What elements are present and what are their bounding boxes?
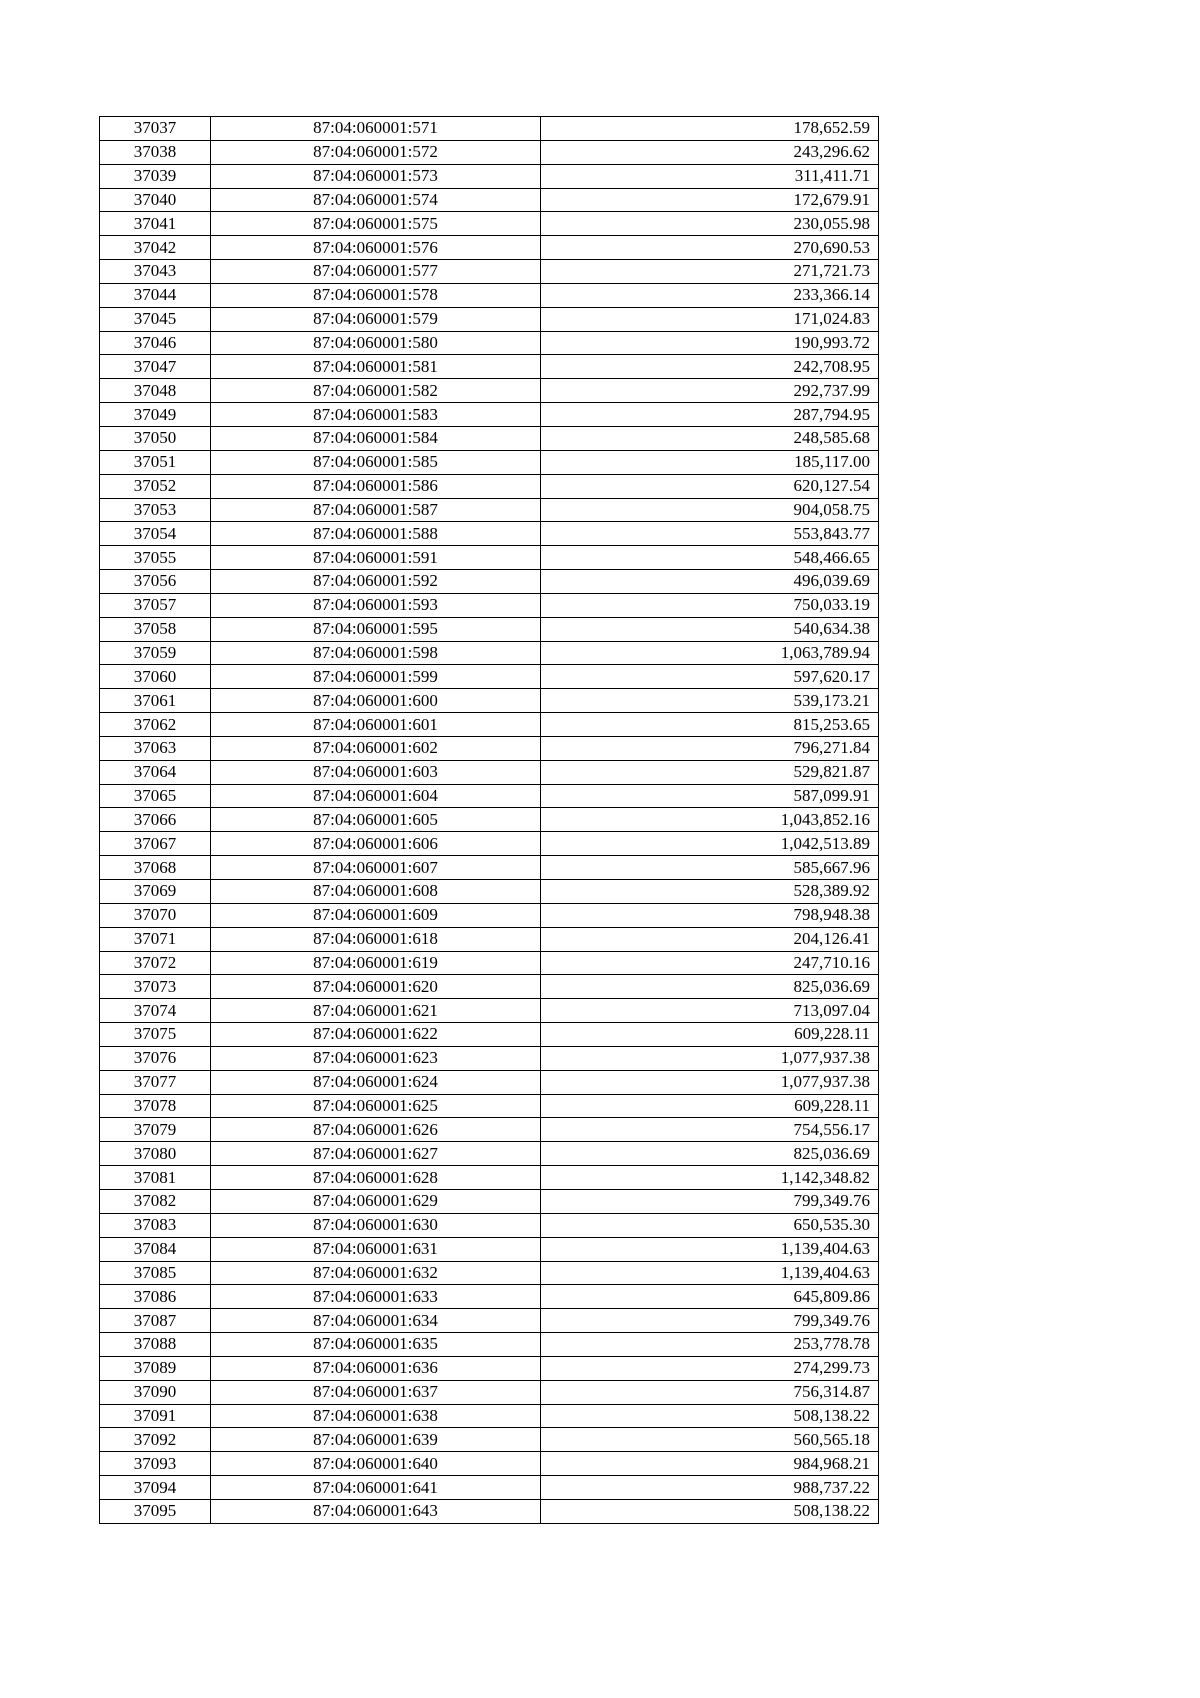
cadastral-number-cell: 87:04:060001:584: [211, 426, 541, 450]
value-cell: 713,097.04: [541, 999, 879, 1023]
cadastral-number-cell: 87:04:060001:588: [211, 522, 541, 546]
value-cell: 528,389.92: [541, 880, 879, 904]
row-number-cell: 37058: [100, 617, 211, 641]
row-number-cell: 37063: [100, 736, 211, 760]
cadastral-number-cell: 87:04:060001:643: [211, 1499, 541, 1523]
row-number-cell: 37087: [100, 1309, 211, 1333]
table-row: [100, 856, 879, 880]
row-number-cell: 37046: [100, 331, 211, 355]
cadastral-number-cell: 87:04:060001:640: [211, 1452, 541, 1476]
table-row: [100, 951, 879, 975]
cadastral-number-cell: 87:04:060001:628: [211, 1166, 541, 1190]
table-row: [100, 1118, 879, 1142]
row-number-cell: 37077: [100, 1070, 211, 1094]
table-row: [100, 260, 879, 284]
cadastral-number-cell: 87:04:060001:599: [211, 665, 541, 689]
value-cell: 609,228.11: [541, 1023, 879, 1047]
table-row: [100, 1404, 879, 1428]
row-number-cell: 37065: [100, 784, 211, 808]
value-cell: 271,721.73: [541, 260, 879, 284]
row-number-cell: 37057: [100, 593, 211, 617]
table-row: [100, 307, 879, 331]
cadastral-number-cell: 87:04:060001:609: [211, 903, 541, 927]
row-number-cell: 37076: [100, 1046, 211, 1070]
value-cell: 750,033.19: [541, 593, 879, 617]
table-row: [100, 140, 879, 164]
cadastral-number-cell: 87:04:060001:623: [211, 1046, 541, 1070]
table-row: [100, 1189, 879, 1213]
table-row: [100, 927, 879, 951]
row-number-cell: 37037: [100, 117, 211, 141]
row-number-cell: 37053: [100, 498, 211, 522]
row-number-cell: 37059: [100, 641, 211, 665]
cadastral-number-cell: 87:04:060001:603: [211, 760, 541, 784]
row-number-cell: 37084: [100, 1237, 211, 1261]
table-row: [100, 1166, 879, 1190]
table-row: [100, 570, 879, 594]
value-cell: 171,024.83: [541, 307, 879, 331]
row-number-cell: 37052: [100, 474, 211, 498]
value-cell: 242,708.95: [541, 355, 879, 379]
table-row: [100, 1023, 879, 1047]
table-row: [100, 1094, 879, 1118]
cadastral-number-cell: 87:04:060001:575: [211, 212, 541, 236]
cadastral-number-cell: 87:04:060001:598: [211, 641, 541, 665]
table-row: [100, 1356, 879, 1380]
value-cell: 248,585.68: [541, 426, 879, 450]
table-row: [100, 212, 879, 236]
table-row: [100, 1499, 879, 1523]
row-number-cell: 37082: [100, 1189, 211, 1213]
row-number-cell: 37062: [100, 713, 211, 737]
row-number-cell: 37041: [100, 212, 211, 236]
row-number-cell: 37054: [100, 522, 211, 546]
row-number-cell: 37039: [100, 164, 211, 188]
row-number-cell: 37068: [100, 856, 211, 880]
cadastral-number-cell: 87:04:060001:618: [211, 927, 541, 951]
row-number-cell: 37069: [100, 880, 211, 904]
row-number-cell: 37092: [100, 1428, 211, 1452]
row-number-cell: 37095: [100, 1499, 211, 1523]
table-row: [100, 1309, 879, 1333]
table-row: [100, 474, 879, 498]
table-row: [100, 1476, 879, 1500]
row-number-cell: 37038: [100, 140, 211, 164]
row-number-cell: 37040: [100, 188, 211, 212]
cadastral-number-cell: 87:04:060001:606: [211, 832, 541, 856]
value-cell: 190,993.72: [541, 331, 879, 355]
value-cell: 1,042,513.89: [541, 832, 879, 856]
cadastral-number-cell: 87:04:060001:638: [211, 1404, 541, 1428]
data-table: [99, 116, 879, 1524]
value-cell: 650,535.30: [541, 1213, 879, 1237]
value-cell: 230,055.98: [541, 212, 879, 236]
table-row: [100, 426, 879, 450]
value-cell: 496,039.69: [541, 570, 879, 594]
value-cell: 825,036.69: [541, 975, 879, 999]
table-row: [100, 1213, 879, 1237]
cadastral-number-cell: 87:04:060001:625: [211, 1094, 541, 1118]
cadastral-number-cell: 87:04:060001:574: [211, 188, 541, 212]
cadastral-number-cell: 87:04:060001:585: [211, 450, 541, 474]
table-row: [100, 689, 879, 713]
value-cell: 754,556.17: [541, 1118, 879, 1142]
row-number-cell: 37045: [100, 307, 211, 331]
value-cell: 247,710.16: [541, 951, 879, 975]
value-cell: 799,349.76: [541, 1189, 879, 1213]
cadastral-number-cell: 87:04:060001:608: [211, 880, 541, 904]
value-cell: 1,139,404.63: [541, 1237, 879, 1261]
value-cell: 1,043,852.16: [541, 808, 879, 832]
cadastral-number-cell: 87:04:060001:577: [211, 260, 541, 284]
cadastral-number-cell: 87:04:060001:641: [211, 1476, 541, 1500]
cadastral-number-cell: 87:04:060001:607: [211, 856, 541, 880]
value-cell: 1,063,789.94: [541, 641, 879, 665]
row-number-cell: 37091: [100, 1404, 211, 1428]
cadastral-number-cell: 87:04:060001:586: [211, 474, 541, 498]
row-number-cell: 37061: [100, 689, 211, 713]
row-number-cell: 37086: [100, 1285, 211, 1309]
row-number-cell: 37067: [100, 832, 211, 856]
row-number-cell: 37074: [100, 999, 211, 1023]
table-row: [100, 736, 879, 760]
value-cell: 508,138.22: [541, 1499, 879, 1523]
cadastral-number-cell: 87:04:060001:626: [211, 1118, 541, 1142]
row-number-cell: 37089: [100, 1356, 211, 1380]
cadastral-number-cell: 87:04:060001:624: [211, 1070, 541, 1094]
row-number-cell: 37044: [100, 283, 211, 307]
value-cell: 904,058.75: [541, 498, 879, 522]
value-cell: 609,228.11: [541, 1094, 879, 1118]
value-cell: 292,737.99: [541, 379, 879, 403]
table-row: [100, 1142, 879, 1166]
value-cell: 204,126.41: [541, 927, 879, 951]
table-row: [100, 1333, 879, 1357]
value-cell: 311,411.71: [541, 164, 879, 188]
table-row: [100, 164, 879, 188]
value-cell: 560,565.18: [541, 1428, 879, 1452]
value-cell: 1,077,937.38: [541, 1046, 879, 1070]
table-row: [100, 236, 879, 260]
cadastral-number-cell: 87:04:060001:593: [211, 593, 541, 617]
cadastral-number-cell: 87:04:060001:629: [211, 1189, 541, 1213]
cadastral-number-cell: 87:04:060001:604: [211, 784, 541, 808]
table-row: [100, 1261, 879, 1285]
row-number-cell: 37088: [100, 1333, 211, 1357]
value-cell: 185,117.00: [541, 450, 879, 474]
row-number-cell: 37043: [100, 260, 211, 284]
row-number-cell: 37081: [100, 1166, 211, 1190]
table-row: [100, 880, 879, 904]
cadastral-number-cell: 87:04:060001:581: [211, 355, 541, 379]
row-number-cell: 37055: [100, 546, 211, 570]
value-cell: 1,142,348.82: [541, 1166, 879, 1190]
cadastral-number-cell: 87:04:060001:595: [211, 617, 541, 641]
table-row: [100, 999, 879, 1023]
row-number-cell: 37078: [100, 1094, 211, 1118]
value-cell: 553,843.77: [541, 522, 879, 546]
table-row: [100, 713, 879, 737]
value-cell: 585,667.96: [541, 856, 879, 880]
value-cell: 270,690.53: [541, 236, 879, 260]
value-cell: 798,948.38: [541, 903, 879, 927]
row-number-cell: 37071: [100, 927, 211, 951]
row-number-cell: 37073: [100, 975, 211, 999]
cadastral-number-cell: 87:04:060001:634: [211, 1309, 541, 1333]
row-number-cell: 37075: [100, 1023, 211, 1047]
cadastral-number-cell: 87:04:060001:619: [211, 951, 541, 975]
table-row: [100, 1285, 879, 1309]
row-number-cell: 37048: [100, 379, 211, 403]
value-cell: 1,139,404.63: [541, 1261, 879, 1285]
table-row: [100, 450, 879, 474]
cadastral-number-cell: 87:04:060001:592: [211, 570, 541, 594]
cadastral-number-cell: 87:04:060001:580: [211, 331, 541, 355]
row-number-cell: 37090: [100, 1380, 211, 1404]
table-row: [100, 832, 879, 856]
table-row: [100, 498, 879, 522]
cadastral-number-cell: 87:04:060001:637: [211, 1380, 541, 1404]
table-row: [100, 331, 879, 355]
table-row: [100, 546, 879, 570]
cadastral-number-cell: 87:04:060001:576: [211, 236, 541, 260]
value-cell: 253,778.78: [541, 1333, 879, 1357]
row-number-cell: 37083: [100, 1213, 211, 1237]
cadastral-number-cell: 87:04:060001:639: [211, 1428, 541, 1452]
row-number-cell: 37042: [100, 236, 211, 260]
row-number-cell: 37051: [100, 450, 211, 474]
row-number-cell: 37079: [100, 1118, 211, 1142]
value-cell: 540,634.38: [541, 617, 879, 641]
cadastral-number-cell: 87:04:060001:633: [211, 1285, 541, 1309]
table-row: [100, 1452, 879, 1476]
cadastral-number-cell: 87:04:060001:632: [211, 1261, 541, 1285]
table-row: [100, 975, 879, 999]
row-number-cell: 37064: [100, 760, 211, 784]
value-cell: 529,821.87: [541, 760, 879, 784]
cadastral-number-cell: 87:04:060001:636: [211, 1356, 541, 1380]
table-row: [100, 355, 879, 379]
cadastral-number-cell: 87:04:060001:587: [211, 498, 541, 522]
table-body: [100, 117, 879, 1524]
cadastral-number-cell: 87:04:060001:600: [211, 689, 541, 713]
row-number-cell: 37070: [100, 903, 211, 927]
table-row: [100, 593, 879, 617]
table-row: [100, 522, 879, 546]
cadastral-number-cell: 87:04:060001:621: [211, 999, 541, 1023]
row-number-cell: 37050: [100, 426, 211, 450]
table-row: [100, 903, 879, 927]
value-cell: 587,099.91: [541, 784, 879, 808]
cadastral-number-cell: 87:04:060001:578: [211, 283, 541, 307]
table-row: [100, 641, 879, 665]
value-cell: 548,466.65: [541, 546, 879, 570]
value-cell: 645,809.86: [541, 1285, 879, 1309]
value-cell: 756,314.87: [541, 1380, 879, 1404]
value-cell: 1,077,937.38: [541, 1070, 879, 1094]
cadastral-number-cell: 87:04:060001:627: [211, 1142, 541, 1166]
row-number-cell: 37056: [100, 570, 211, 594]
value-cell: 287,794.95: [541, 403, 879, 427]
value-cell: 815,253.65: [541, 713, 879, 737]
table-row: [100, 188, 879, 212]
cadastral-number-cell: 87:04:060001:630: [211, 1213, 541, 1237]
value-cell: 597,620.17: [541, 665, 879, 689]
table-row: [100, 1070, 879, 1094]
row-number-cell: 37072: [100, 951, 211, 975]
cadastral-number-cell: 87:04:060001:631: [211, 1237, 541, 1261]
row-number-cell: 37080: [100, 1142, 211, 1166]
value-cell: 825,036.69: [541, 1142, 879, 1166]
row-number-cell: 37060: [100, 665, 211, 689]
row-number-cell: 37066: [100, 808, 211, 832]
table-row: [100, 1428, 879, 1452]
value-cell: 796,271.84: [541, 736, 879, 760]
table-row: [100, 1380, 879, 1404]
value-cell: 988,737.22: [541, 1476, 879, 1500]
row-number-cell: 37094: [100, 1476, 211, 1500]
cadastral-number-cell: 87:04:060001:582: [211, 379, 541, 403]
value-cell: 984,968.21: [541, 1452, 879, 1476]
value-cell: 799,349.76: [541, 1309, 879, 1333]
value-cell: 178,652.59: [541, 117, 879, 141]
row-number-cell: 37093: [100, 1452, 211, 1476]
cadastral-number-cell: 87:04:060001:579: [211, 307, 541, 331]
row-number-cell: 37049: [100, 403, 211, 427]
table-row: [100, 617, 879, 641]
table-row: [100, 403, 879, 427]
cadastral-number-cell: 87:04:060001:620: [211, 975, 541, 999]
table-row: [100, 117, 879, 141]
value-cell: 233,366.14: [541, 283, 879, 307]
cadastral-number-cell: 87:04:060001:601: [211, 713, 541, 737]
table-row: [100, 784, 879, 808]
cadastral-number-cell: 87:04:060001:591: [211, 546, 541, 570]
cadastral-number-cell: 87:04:060001:602: [211, 736, 541, 760]
row-number-cell: 37085: [100, 1261, 211, 1285]
cadastral-number-cell: 87:04:060001:635: [211, 1333, 541, 1357]
table-row: [100, 760, 879, 784]
value-cell: 539,173.21: [541, 689, 879, 713]
table-row: [100, 808, 879, 832]
value-cell: 620,127.54: [541, 474, 879, 498]
table-row: [100, 379, 879, 403]
table-row: [100, 1237, 879, 1261]
table-row: [100, 283, 879, 307]
value-cell: 274,299.73: [541, 1356, 879, 1380]
value-cell: 172,679.91: [541, 188, 879, 212]
value-cell: 243,296.62: [541, 140, 879, 164]
cadastral-number-cell: 87:04:060001:605: [211, 808, 541, 832]
cadastral-number-cell: 87:04:060001:622: [211, 1023, 541, 1047]
cadastral-number-cell: 87:04:060001:572: [211, 140, 541, 164]
table-row: [100, 1046, 879, 1070]
cadastral-number-cell: 87:04:060001:573: [211, 164, 541, 188]
value-cell: 508,138.22: [541, 1404, 879, 1428]
table-row: [100, 665, 879, 689]
cadastral-number-cell: 87:04:060001:583: [211, 403, 541, 427]
cadastral-number-cell: 87:04:060001:571: [211, 117, 541, 141]
row-number-cell: 37047: [100, 355, 211, 379]
